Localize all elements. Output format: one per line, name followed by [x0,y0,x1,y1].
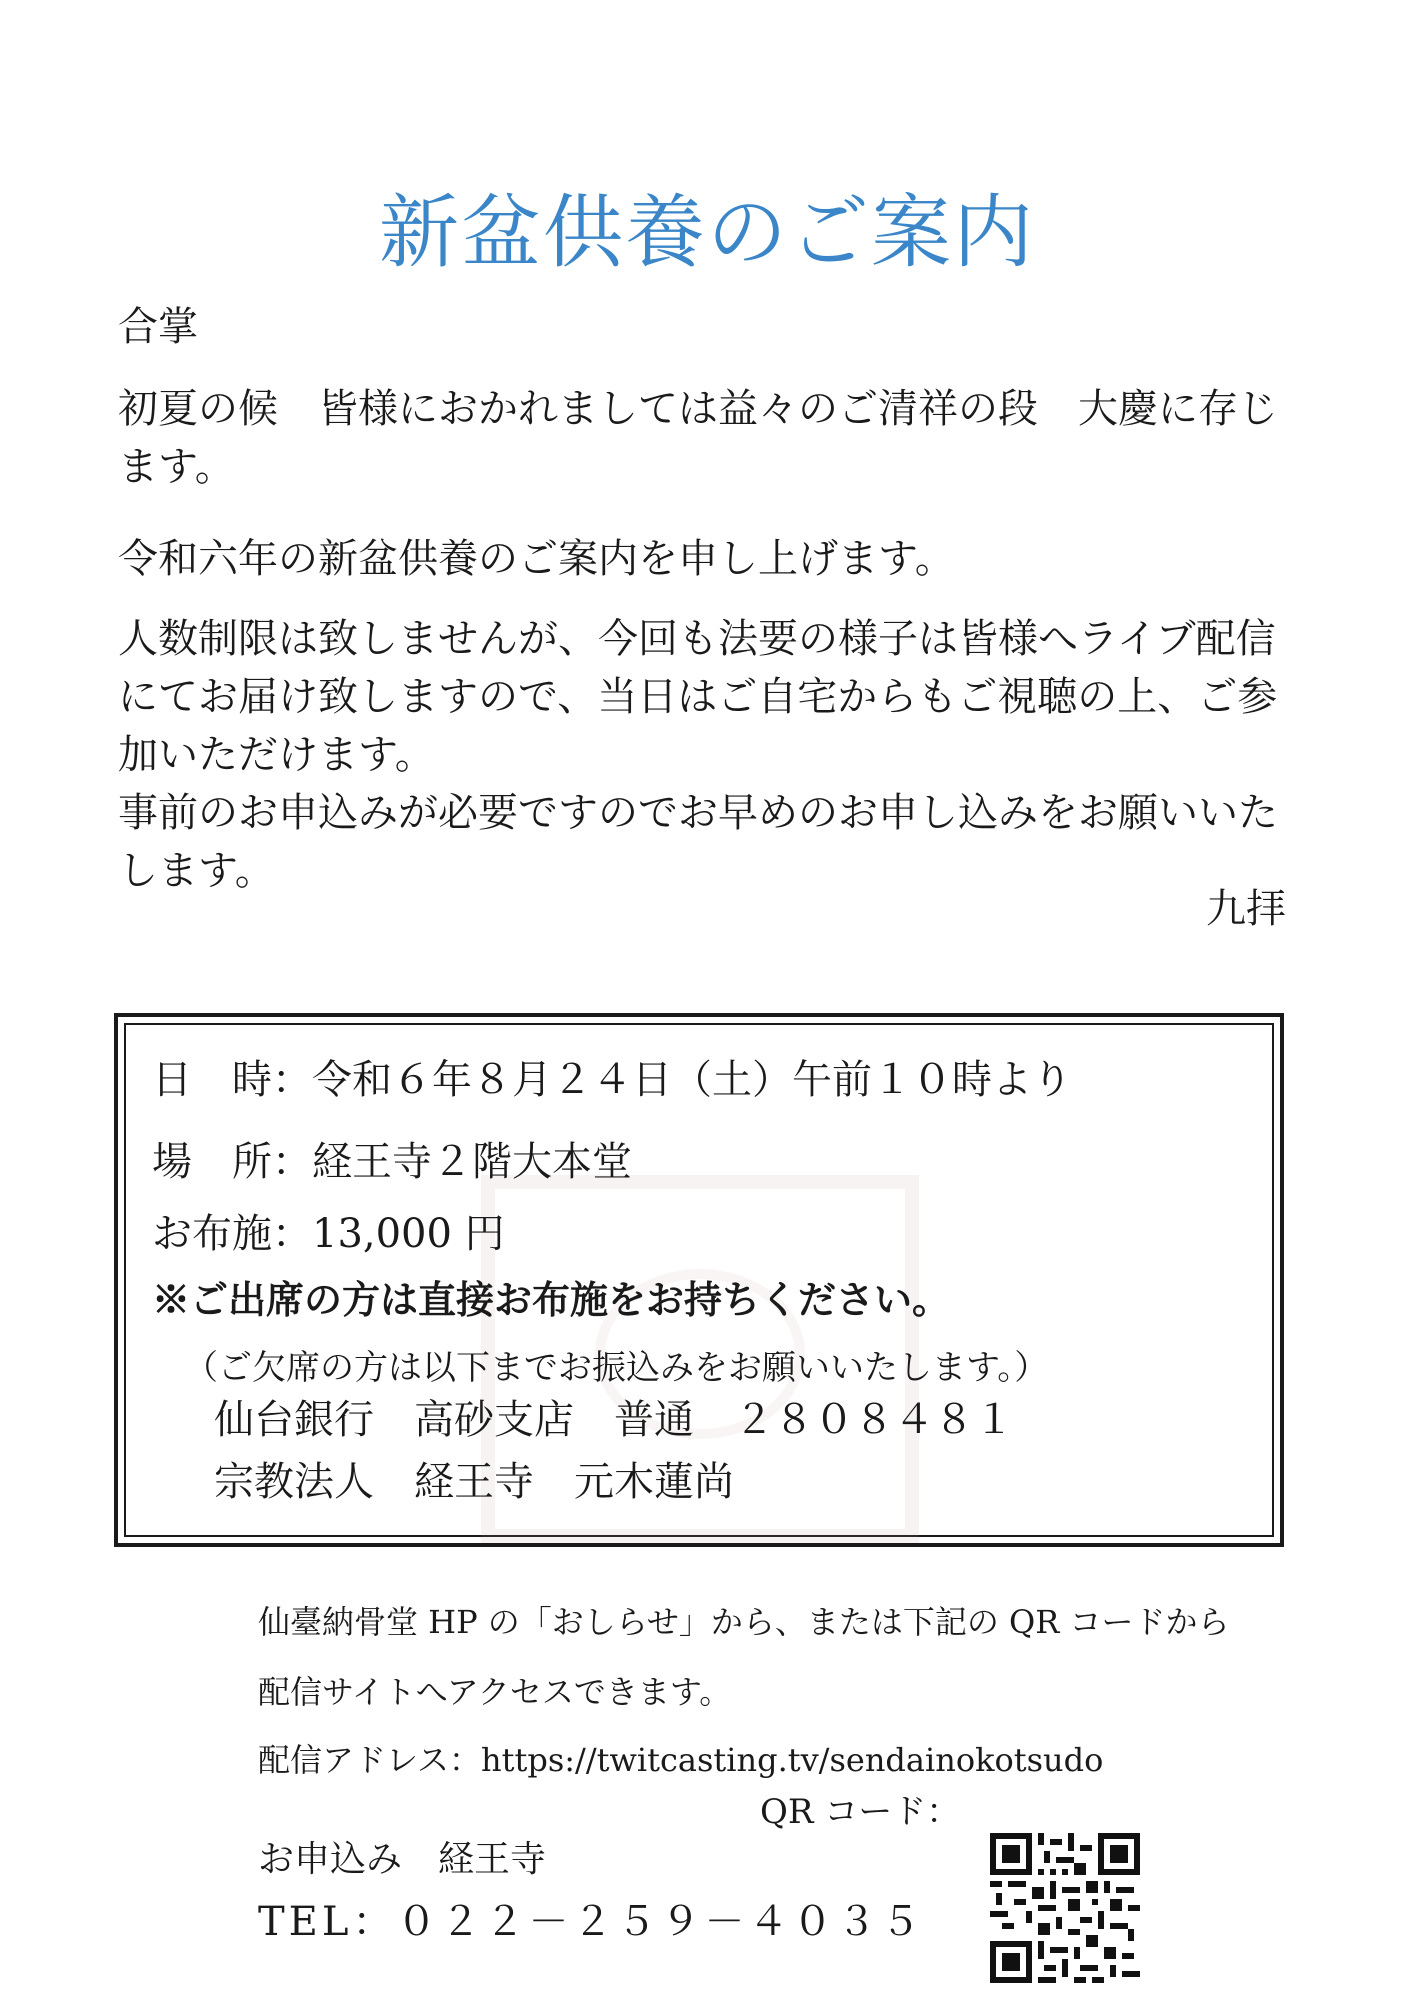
paragraph-registration: 事前のお申込みが必要ですのでお早めのお申し込みをお願いいたします。 [118,790,1278,894]
absent-transfer-note: （ご欠席の方は以下までお振込みをお願いいたします。） [184,1348,1049,1388]
account-holder: 宗教法人 経王寺 元木蓮尚 [214,1459,734,1505]
event-place: 場 所：経王寺２階大本堂 [152,1139,632,1185]
event-date: 日 時：令和６年８月２４日（土）午前１０時より [152,1057,1072,1103]
greeting: 合掌 [118,304,198,350]
bank-account: 仙台銀行 高砂支店 普通 ２８０８４８１ [214,1397,1014,1443]
qr-code[interactable] [990,1833,1140,1983]
event-details-box [114,1013,1284,1547]
event-details-inner-border [124,1023,1274,1537]
event-fee: お布施：13,000 円 [152,1211,505,1257]
page-title: 新盆供養のご案内 [379,186,1035,279]
stream-address: 配信アドレス：https://twitcasting.tv/sendainokotsudo [258,1741,1104,1779]
telephone-number: TEL：０２２－２５９－４０３５ [258,1899,925,1945]
paragraph-seasonal-greeting: 初夏の候 皆様におかれましては益々のご清祥の段 大慶に存じます。 [118,386,1278,490]
qr-code-label: QR コード： [760,1792,961,1832]
closing-word: 九拝 [1206,886,1286,932]
application-contact: お申込み 経王寺 [258,1839,547,1880]
attendance-notice: ※ご出席の方は直接お布施をお持ちください。 [152,1277,951,1322]
paragraph-livestream: 人数制限は致しませんが、今回も法要の様子は皆様へライブ配信にてお届け致しますので、当日はご自宅からもご視聴の上、ご参加いただけます。 [118,616,1278,778]
paragraph-announcement: 令和六年の新盆供養のご案内を申し上げます。 [118,536,955,582]
access-instructions-line1: 仙臺納骨堂 HP の「おしらせ」から、または下記の QR コードから [258,1603,1230,1641]
access-instructions-line2: 配信サイトへアクセスできます。 [258,1673,732,1711]
